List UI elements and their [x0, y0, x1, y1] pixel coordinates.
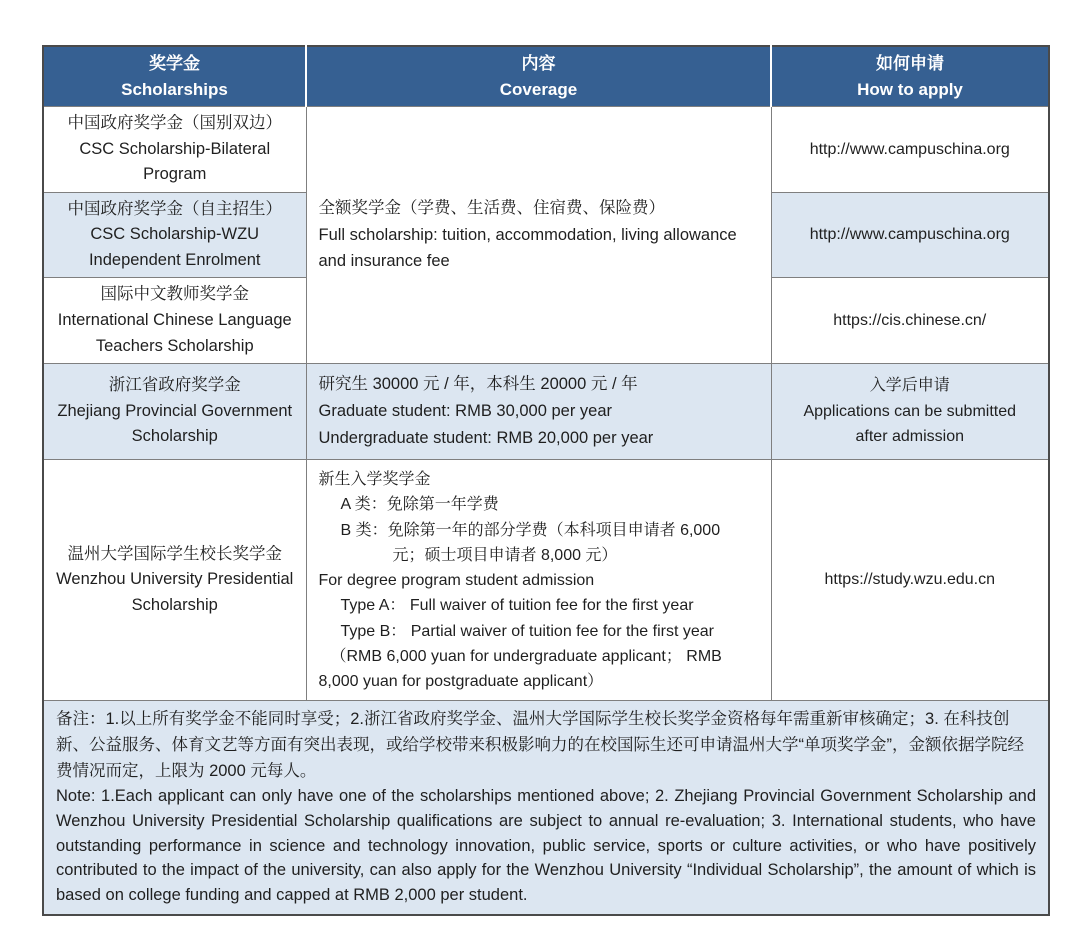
header-scholarships-zh: 奖学金: [149, 54, 200, 73]
csc-wzu-name-en: CSC Scholarship-WZU Independent Enrolment: [88, 225, 261, 269]
note-text-zh: 备注：1.以上所有奖学金不能同时享受；2.浙江省政府奖学金、温州大学国际学生校长奖学金资格每年需重新审核确定；3. 在科技创新、公益服务、体育文艺等方面有突出表现，或给学校带来积极影响力的在校国际生还可申请温州大学“单项奖学金”，金额依据学院经费情况而定，上限为 2000 元每人。: [56, 710, 1024, 780]
scholarship-table: [42, 45, 1050, 916]
zhejiang-apply-cell: [771, 364, 1049, 460]
presidential-coverage-line: For degree program student admission: [318, 572, 595, 590]
presidential-coverage-cell: [306, 460, 771, 701]
csc-bilateral-name-en: CSC Scholarship-Bilateral Program: [79, 139, 271, 184]
presidential-coverage-line: 元；硕士项目申请者 8,000 元）: [392, 546, 618, 564]
chinese-teachers-name-zh: 国际中文教师奖学金: [100, 285, 249, 304]
header-row: [43, 46, 1049, 107]
presidential-coverage-line: B 类：免除第一年的部分学费（本科项目申请者 6,000: [340, 521, 721, 539]
note-cell: [43, 701, 1049, 915]
presidential-apply-cell: [771, 460, 1049, 701]
header-scholarships: [43, 46, 306, 107]
header-apply-en: How to apply: [857, 79, 963, 99]
row-note: [43, 701, 1049, 915]
presidential-coverage-line: Type B： Partial waiver of tuition fee for the first year: [340, 622, 714, 640]
zhejiang-name-en: Zhejiang Provincial Government Scholarship: [57, 401, 293, 446]
csc-bilateral-apply-cell: [771, 107, 1049, 193]
zhejiang-apply-en1: Applications can be submitted: [803, 402, 1017, 420]
presidential-apply-url[interactable]: https://study.wzu.edu.cn: [824, 571, 995, 589]
presidential-coverage-line: （RMB 6,000 yuan for undergraduate applicant； RMB: [330, 647, 722, 665]
presidential-coverage-line: 新生入学奖学金: [318, 471, 431, 489]
presidential-name-en: Wenzhou University Presidential Scholarship: [56, 570, 294, 615]
zhejiang-coverage-zh: 研究生 30000 元 / 年，本科生 20000 元 / 年: [318, 375, 638, 394]
row-csc-bilateral: [43, 107, 1049, 193]
chinese-teachers-apply-cell: [771, 278, 1049, 364]
csc-bilateral-name-zh: 中国政府奖学金（国别双边）: [67, 114, 282, 132]
csc-wzu-name-zh: 中国政府奖学金（自主招生）: [67, 199, 282, 218]
csc-bilateral-name-cell: [43, 107, 306, 193]
zhejiang-name-zh: 浙江省政府奖学金: [108, 376, 241, 395]
zhejiang-coverage-cell: [306, 364, 771, 460]
presidential-name-cell: [43, 460, 306, 701]
full-scholarship-coverage-cell: [306, 107, 771, 364]
header-coverage: [306, 46, 771, 107]
csc-bilateral-apply-url[interactable]: http://www.campuschina.org: [809, 140, 1010, 158]
presidential-coverage-line: Type A： Full waiver of tuition fee for the first year: [340, 597, 694, 615]
row-presidential: [43, 460, 1049, 701]
zhejiang-name-cell: [43, 364, 306, 460]
csc-wzu-name-cell: [43, 192, 306, 278]
header-scholarships-en: Scholarships: [121, 79, 228, 99]
zhejiang-coverage-en1: Graduate student: RMB 30,000 per year: [318, 402, 613, 421]
header-apply-zh: 如何申请: [876, 54, 944, 73]
presidential-coverage-line: A 类：免除第一年学费: [340, 496, 499, 514]
chinese-teachers-apply-url[interactable]: https://cis.chinese.cn/: [833, 311, 987, 329]
note-text-en: Note: 1.Each applicant can only have one of the scholarships mentioned above; 2. Zhejiang Provincial Government Scholarship and Wenzhou University Presidential Scholarship qualifications are subject to annual re-evaluation; 3. International students, who have outstanding performance in science and technology innovation, public service, sports or culture activities, or who have positively contributed to the impact of the university, can also apply for the Wenzhou University “Individual Scholarship”, the amount of which is based on college funding and capped at RMB 2,000 per student.: [56, 787, 1036, 905]
header-coverage-zh: 内容: [521, 54, 556, 73]
header-how-to-apply: [771, 46, 1049, 107]
csc-wzu-apply-url[interactable]: http://www.campuschina.org: [809, 226, 1010, 244]
zhejiang-apply-en2: after admission: [855, 428, 964, 446]
row-zhejiang: [43, 364, 1049, 460]
presidential-coverage-line: 8,000 yuan for postgraduate applicant）: [318, 673, 604, 691]
full-scholarship-coverage-en: Full scholarship: tuition, accommodation, living allowance and insurance fee: [318, 225, 737, 271]
chinese-teachers-name-cell: [43, 278, 306, 364]
presidential-name-zh: 温州大学国际学生校长奖学金: [67, 544, 282, 563]
zhejiang-coverage-en2: Undergraduate student: RMB 20,000 per year: [318, 428, 654, 447]
scholarship-table-container: [42, 45, 1048, 916]
full-scholarship-coverage-zh: 全额奖学金（学费、生活费、住宿费、保险费）: [318, 198, 665, 217]
zhejiang-apply-zh: 入学后申请: [869, 377, 950, 395]
chinese-teachers-name-en: International Chinese Language Teachers Scholarship: [57, 310, 292, 355]
csc-wzu-apply-cell: [771, 192, 1049, 278]
header-coverage-en: Coverage: [499, 79, 578, 99]
